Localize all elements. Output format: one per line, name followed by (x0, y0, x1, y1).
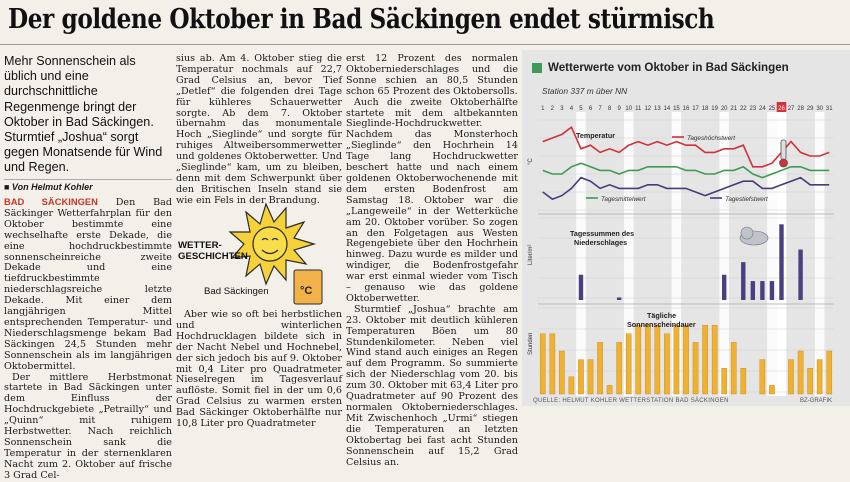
intro-teaser: Mehr Sonnenschein als üblich und eine durchschnittliche Regenmenge bringt der Oktober in Bad Säckingen. Sturmtief „Joshua“ sorgt gegen Monatsende für Wind und Regen. (4, 54, 163, 175)
legend-max: Tageshöchstwert (687, 135, 736, 142)
logo-title (178, 240, 248, 262)
precip-bar (779, 224, 783, 300)
day-label: 20 (720, 106, 728, 112)
author-byline: ■ Von Helmut Kohler (4, 179, 172, 192)
legend-precip-2: Niederschlages (574, 238, 628, 247)
precip-bar (741, 262, 745, 300)
unit-precip: Liter/m² (528, 244, 534, 265)
day-label: 26 (778, 106, 785, 112)
precip-bar (751, 281, 755, 300)
sun-bar (741, 368, 746, 394)
chart-title: Wetterwerte vom Oktober in Bad Säckingen (548, 61, 789, 74)
sun-bar (722, 368, 727, 394)
logo-place: Bad Säckingen (204, 286, 269, 297)
day-label: 6 (588, 106, 593, 112)
logo-unit: °C (300, 285, 313, 297)
sun-bar (578, 360, 583, 394)
day-label: 30 (816, 106, 824, 112)
day-label: 24 (759, 106, 766, 112)
day-label: 3 (560, 106, 564, 112)
precip-bar (722, 275, 726, 300)
unit-temp: °C (528, 158, 534, 165)
day-label: 17 (692, 106, 699, 112)
col3-paragraph-3: Sturmtief „Joshua“ brachte am 23. Oktober mit deutlich kühleren Temperaturen Böen um 80 Stundenkilometer. Neben viel Wind stand auch einiges an Regen auf dem Programm. So summierte sich der Niederschlag vom 20. bis zum 30. Oktober mit 63,4 Liter pro Quadratmeter auf 90 Prozent des normalen Oktoberniederschlages. Mit Zwischenhoch „Urmi“ stiegen die Temperaturen an letzten Oktobertag bei fast acht Stunden Sonnenschein auf 15,2 Grad Celsius an. (346, 303, 518, 468)
sun-bar (540, 334, 545, 394)
sun-bar (788, 360, 793, 394)
sun-bar (798, 351, 803, 394)
legend-precip-1: Tagessummen des (570, 229, 635, 238)
day-label: 9 (617, 106, 621, 112)
highlight-column-day-25 (767, 112, 777, 396)
legend-sun-2: Sonnenscheindauer (627, 320, 696, 329)
logo-line-1: WETTER- (178, 240, 222, 251)
sun-bar (760, 360, 765, 394)
sun-bar (588, 360, 593, 394)
col1-paragraph-2: Der mittlere Herbstmonat startete in Bad Säckingen unter dem Einfluss der Hochdruckgebiete „Petrailly“ und „Quinn“ mit ruhigem Herbstwetter. Nach reichlich Sonnenschein sank die Temperatur in der sternenklaren Nacht zum 2. Oktober auf frische 3 Grad Cel- (4, 371, 172, 481)
day-label: 31 (825, 106, 833, 112)
day-label: 2 (550, 106, 554, 112)
sun-bar (636, 325, 641, 394)
sun-bar (559, 351, 564, 394)
legend-mean: Tagesmittelwert (601, 196, 646, 203)
legend-sun-1: Tägliche (647, 311, 677, 320)
rain-cloud-puff-icon (741, 227, 753, 239)
chart-svg (522, 50, 850, 396)
chart-subtitle: Station 337 m über NN (542, 86, 628, 96)
col3-paragraph-1: erst 12 Prozent des normalen Oktoberniederschlages und die Sonne schien an 80,5 Stunden schon 65 Prozent des Oktobersolls. (346, 53, 518, 97)
col2-paragraph-1: sius ab. Am 4. Oktober stieg die Temperatur nochmals auf 22,7 Grad Celsius an, bevor Tief „Detlef“ die folgenden drei Tage für kühleres Schauerwetter sorgte. Ab dem 7. Oktober übernahm das monumentale Hoch „Sieglinde“ und sorgte für ruhiges Altweibersommerwetter und goldenes Oktoberwetter. Und „Sieglinde“ kam, um zu bleiben, denn mit dem Schwerpunkt über den Britischen Inseln stand sie wie ein Fels in der Brandung. (176, 53, 342, 206)
sun-bar (674, 325, 679, 394)
day-label: 11 (635, 106, 642, 112)
sun-bar (626, 334, 631, 394)
sun-bar (769, 385, 774, 394)
highlight-column-day-20 (719, 112, 729, 396)
day-label: 23 (749, 106, 757, 112)
thermometer-icon (781, 140, 786, 160)
sun-bar (607, 385, 612, 394)
sun-bar (645, 325, 650, 394)
day-label: 27 (787, 106, 795, 112)
sun-bar (808, 368, 813, 394)
col2-paragraph-2: Aber wie so oft bei herbstlichen und winterlichen Hochdrucklagen bildete sich in der Nacht Nebel und Hochnebel, der sich jedoch bis auf 9. Oktober mit 0,4 Liter pro Quadratmeter Nieselregen im Tagesverlauf auflöste. Somit fiel in der um 0,6 Grad Celsius zu warmen ersten Bad Säckinger Oktoberhälfte nur 10,8 Liter pro Quadratmeter (176, 309, 342, 430)
column-1 (4, 197, 172, 482)
column-2 (176, 54, 342, 207)
day-label: 1 (541, 106, 545, 112)
weather-chart (522, 50, 850, 406)
sun-bar (655, 325, 660, 394)
day-label: 8 (607, 106, 612, 112)
headline-rule (0, 44, 850, 45)
sun-bar (617, 342, 622, 394)
day-label: 21 (730, 106, 738, 112)
sun-bar (712, 325, 717, 394)
day-label: 12 (644, 106, 652, 112)
unit-sun: Stunden (528, 332, 534, 355)
kicker: BAD SÄCKINGEN (4, 196, 98, 207)
day-label: 10 (625, 106, 633, 112)
sun-bar (550, 334, 555, 394)
highlight-column-day-5 (576, 112, 586, 396)
day-label: 18 (701, 106, 709, 112)
day-label: 28 (797, 106, 804, 112)
precip-bar (798, 250, 802, 300)
sun-bar (597, 342, 602, 394)
day-label: 4 (569, 106, 574, 112)
column-3 (346, 54, 518, 468)
day-label: 16 (682, 106, 690, 112)
sun-bar (693, 342, 698, 394)
chart-source: QUELLE: HELMUT KOHLER WETTERSTATION BAD SÄCKINGEN (533, 398, 729, 404)
wettergeschichten-logo (174, 200, 334, 308)
day-label: 19 (711, 106, 718, 112)
sun-bar (569, 377, 574, 394)
headline: Der goldene Oktober in Bad Säckingen endet stürmisch (8, 4, 715, 35)
logo-line-2: GESCHICHTEN (178, 251, 248, 262)
legend-temperature: Temperatur (576, 131, 616, 140)
day-label: 29 (806, 106, 814, 112)
sun-bar (664, 334, 669, 394)
sun-bar (827, 351, 832, 394)
chart-credit: BZ-GRAFIK (800, 398, 833, 404)
col3-paragraph-2: Auch die zweite Oktoberhälfte startete mit dem altbekannten Sieglinde-Hochdruckwetter. Nachdem das Monsterhoch „Sieglinde“ den Hochrhein 14 Tage lang Hochdruckwetter beschert hatte und nach einem goldenen Oktoberwochenende mit dem ersten Bodenfrost am Samstag 18. Oktober war die „Langeweile“ in der Wetterküche am 20. Oktober vorüber. So zogen an den Folgetagen aus Westen Regengebiete über den Hochrhein hinweg. Dazu wurde es milder und windiger, die Bodenfrostgefahr war erst einmal wieder vom Tisch – genauso wie das goldene Oktoberwetter. (346, 96, 518, 304)
day-label: 7 (598, 106, 602, 112)
day-label: 25 (768, 106, 776, 112)
day-label: 13 (654, 106, 661, 112)
sun-bar (817, 360, 822, 394)
day-label: 5 (579, 106, 583, 112)
precip-bar (770, 281, 774, 300)
day-label: 22 (739, 106, 747, 112)
thermometer-bulb-icon (780, 159, 788, 167)
day-label: 14 (663, 106, 671, 112)
precip-bar (579, 275, 583, 300)
legend-min: Tagestiefstwert (725, 196, 768, 203)
sun-bar (702, 325, 707, 394)
sun-bar (731, 342, 736, 394)
col1-paragraph-1: Den Bad Säckinger Wetterfahrplan für den Oktober bestimmte eine wechselhafte erste Dekade, die eine hochdruckbestimmte sonnenscheinreiche zweite Dekade und eine tiefdruckbestimmte niederschlagsreiche letzte Dekade. Mit einer dem langjährigen Mittel entsprechenden Temperatur- und Niederschlagsmenge bekam Bad Säckingen 24,5 Stunden mehr Sonnenschein als im langjährigen Oktobermittel. (4, 197, 173, 372)
sun-bar (683, 325, 688, 394)
column-2-bottom (176, 310, 342, 430)
day-label: 15 (673, 106, 680, 112)
precip-bar (617, 297, 621, 300)
precip-bar (760, 281, 764, 300)
